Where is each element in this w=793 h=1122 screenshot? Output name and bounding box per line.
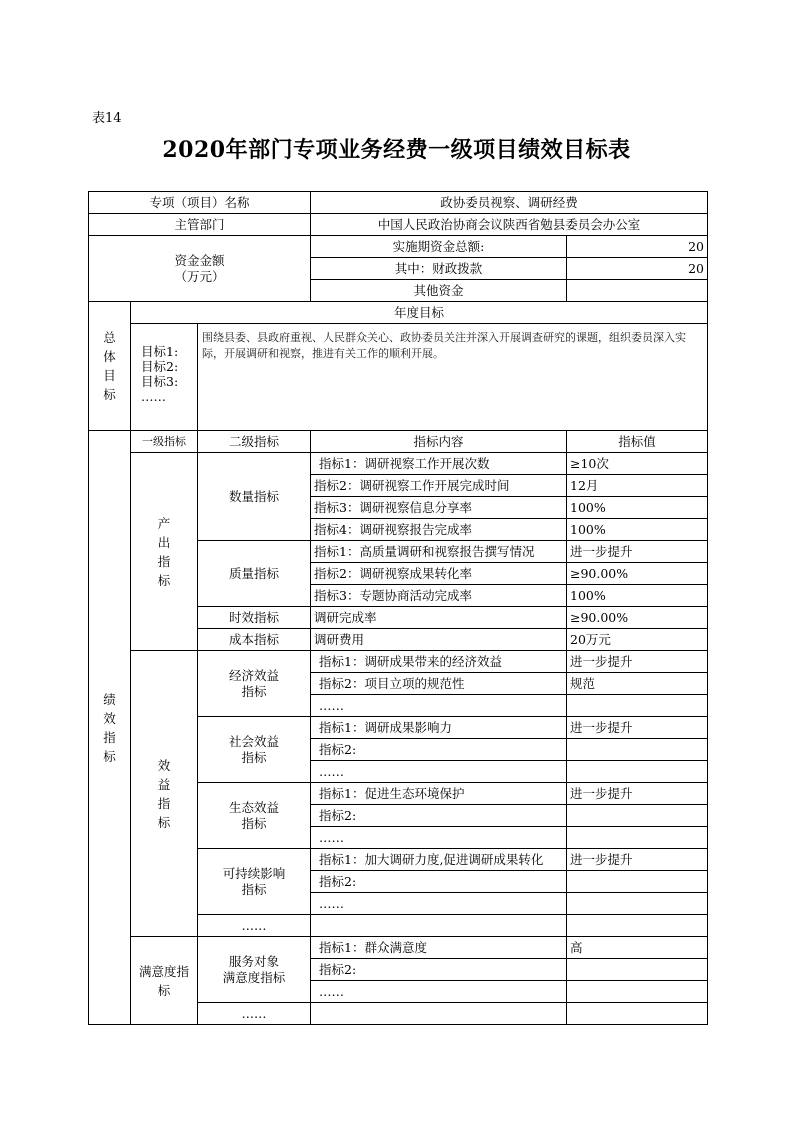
indicator-content: 指标3：调研视察信息分享率 [311, 497, 567, 519]
indicator-value: 100% [567, 519, 708, 541]
indicator-value: 进一步提升 [567, 849, 708, 871]
funds-label-line1: 资金金额 [174, 252, 225, 268]
output-char: 产 [157, 515, 171, 531]
goal-content-row [89, 324, 708, 431]
label-line: 指标 [241, 683, 267, 699]
label-line: 指标 [241, 881, 267, 897]
indicator-value [567, 739, 708, 761]
indicator-value: 进一步提升 [567, 651, 708, 673]
header-value: 指标值 [567, 431, 708, 453]
indicator-value [567, 1003, 708, 1025]
quantity-indicator-label: 数量指标 [198, 453, 311, 541]
ecological-indicator-label [198, 783, 311, 849]
goal-label: 目标1: [141, 344, 179, 359]
goal-label: 目标3: [141, 374, 179, 389]
department-label: 主管部门 [89, 214, 311, 236]
indicator-value: 20万元 [567, 629, 708, 651]
goal-section-label [89, 302, 131, 431]
table-row [89, 651, 708, 673]
header-level2: 二级指标 [198, 431, 311, 453]
indicator-value: 100% [567, 585, 708, 607]
indicator-value [567, 915, 708, 937]
perf-char: 标 [103, 748, 116, 764]
label-line: 指标 [241, 815, 267, 831]
indicator-content: 指标1：高质量调研和视察报告撰写情况 [311, 541, 567, 563]
label-line: 指标 [241, 749, 267, 765]
goal-char: 目 [103, 368, 116, 383]
indicator-value [567, 805, 708, 827]
label-line: 标 [157, 982, 171, 998]
indicator-content: …… [311, 761, 567, 783]
economic-indicator-label [198, 651, 311, 717]
project-name-row [89, 192, 708, 214]
perf-char: 绩 [103, 691, 116, 707]
goal-header-row [89, 302, 708, 324]
service-indicator-label [198, 937, 311, 1003]
indicator-content: 指标3：专题协商活动完成率 [311, 585, 567, 607]
department-value: 中国人民政治协商会议陕西省勉县委员会办公室 [311, 214, 708, 236]
goal-text: 围绕县委、县政府重视、人民群众关心、政协委员关注并深入开展调查研究的课题，组织委员深入实际，开展调研和视察，推进有关工作的顺利开展。 [198, 324, 708, 431]
satisfaction-more: …… [198, 1003, 311, 1025]
sustainable-indicator-label [198, 849, 311, 915]
funds-total-value: 20 [567, 236, 708, 258]
indicator-value [567, 827, 708, 849]
indicator-value: 100% [567, 497, 708, 519]
indicator-content: …… [311, 981, 567, 1003]
funds-label [89, 236, 311, 302]
indicator-value: ≥90.00% [567, 607, 708, 629]
label-line: 服务对象 [228, 953, 279, 969]
label-line: 生态效益 [228, 799, 279, 815]
label-line: 经济效益 [228, 667, 279, 683]
indicator-content: 指标1：调研视察工作开展次数 [311, 453, 567, 475]
output-indicator-label [131, 453, 198, 651]
benefit-char: 指 [157, 795, 171, 811]
indicator-content: 指标2：调研视察成果转化率 [311, 563, 567, 585]
indicator-content: 指标4：调研视察报告完成率 [311, 519, 567, 541]
perf-char: 指 [103, 729, 116, 745]
label-line: 满意度指 [138, 963, 189, 979]
indicator-value: 进一步提升 [567, 717, 708, 739]
indicator-content: 调研完成率 [311, 607, 567, 629]
output-char: 指 [157, 553, 171, 569]
indicator-content: 指标2：项目立项的规范性 [311, 673, 567, 695]
label-line: 可持续影响 [222, 865, 286, 881]
perf-char: 效 [103, 710, 116, 726]
indicator-value: ≥90.00% [567, 563, 708, 585]
indicator-value: ≥10次 [567, 453, 708, 475]
label-line: 社会效益 [228, 733, 279, 749]
indicator-content: 指标2: [311, 959, 567, 981]
indicator-content: …… [311, 695, 567, 717]
table-number: 表14 [92, 111, 122, 126]
satisfaction-indicator-label [131, 937, 198, 1025]
funds-total-label: 实施期资金总额: [311, 236, 567, 258]
indicator-content: …… [311, 827, 567, 849]
table-row [89, 453, 708, 475]
header-level1: 一级指标 [131, 431, 198, 453]
funds-fiscal-label: 其中：财政拨款 [311, 258, 567, 280]
indicator-content: 指标1：群众满意度 [311, 937, 567, 959]
page-title: 2020年部门专项业务经费一级项目绩效目标表 [162, 137, 631, 163]
indicator-value: 进一步提升 [567, 783, 708, 805]
label-line: 满意度指标 [222, 969, 286, 985]
indicator-content: 指标2：调研视察工作开展完成时间 [311, 475, 567, 497]
indicator-value [567, 893, 708, 915]
goal-char: 总 [103, 330, 116, 345]
goal-label: 目标2: [141, 359, 179, 374]
goal-char: 标 [103, 387, 116, 402]
funds-total-row [89, 236, 708, 258]
indicator-content: 指标2: [311, 871, 567, 893]
indicator-content: 指标2: [311, 805, 567, 827]
indicator-value [567, 959, 708, 981]
funds-other-label: 其他资金 [311, 280, 567, 302]
indicator-content: 指标1：调研成果带来的经济效益 [311, 651, 567, 673]
funds-label-line2: （万元） [174, 268, 225, 284]
indicator-content [311, 1003, 567, 1025]
goal-label: …… [141, 389, 166, 404]
indicator-content: 指标1：促进生态环境保护 [311, 783, 567, 805]
indicator-value: 规范 [567, 673, 708, 695]
cost-indicator-label: 成本指标 [198, 629, 311, 651]
funds-other-value [567, 280, 708, 302]
goal-char: 体 [103, 349, 116, 364]
benefit-char: 益 [157, 776, 171, 792]
social-indicator-label [198, 717, 311, 783]
indicator-value [567, 871, 708, 893]
indicator-value [567, 695, 708, 717]
indicator-value: 高 [567, 937, 708, 959]
indicator-value [567, 761, 708, 783]
benefit-indicator-label [131, 651, 198, 937]
indicator-content [311, 915, 567, 937]
indicator-content: 指标1：调研成果影响力 [311, 717, 567, 739]
indicator-value [567, 981, 708, 1003]
indicator-value: 进一步提升 [567, 541, 708, 563]
project-name-label: 专项（项目）名称 [89, 192, 311, 214]
performance-target-table [88, 191, 708, 1025]
indicator-content: …… [311, 893, 567, 915]
output-char: 出 [157, 534, 171, 550]
department-row [89, 214, 708, 236]
indicator-content: 指标1：加大调研力度,促进调研成果转化 [311, 849, 567, 871]
output-char: 标 [157, 572, 171, 588]
funds-fiscal-value: 20 [567, 258, 708, 280]
indicator-content: 指标2: [311, 739, 567, 761]
perf-header-row [89, 431, 708, 453]
benefit-char: 标 [157, 814, 171, 830]
perf-section-label [89, 431, 131, 1025]
indicator-content: 调研费用 [311, 629, 567, 651]
project-name-value: 政协委员视察、调研经费 [311, 192, 708, 214]
quality-indicator-label: 质量指标 [198, 541, 311, 607]
goal-labels [131, 324, 198, 431]
timeliness-indicator-label: 时效指标 [198, 607, 311, 629]
benefit-more: …… [198, 915, 311, 937]
table-row [89, 937, 708, 959]
benefit-char: 效 [157, 757, 171, 773]
indicator-value: 12月 [567, 475, 708, 497]
year-goal-header: 年度目标 [131, 302, 708, 324]
header-content: 指标内容 [311, 431, 567, 453]
